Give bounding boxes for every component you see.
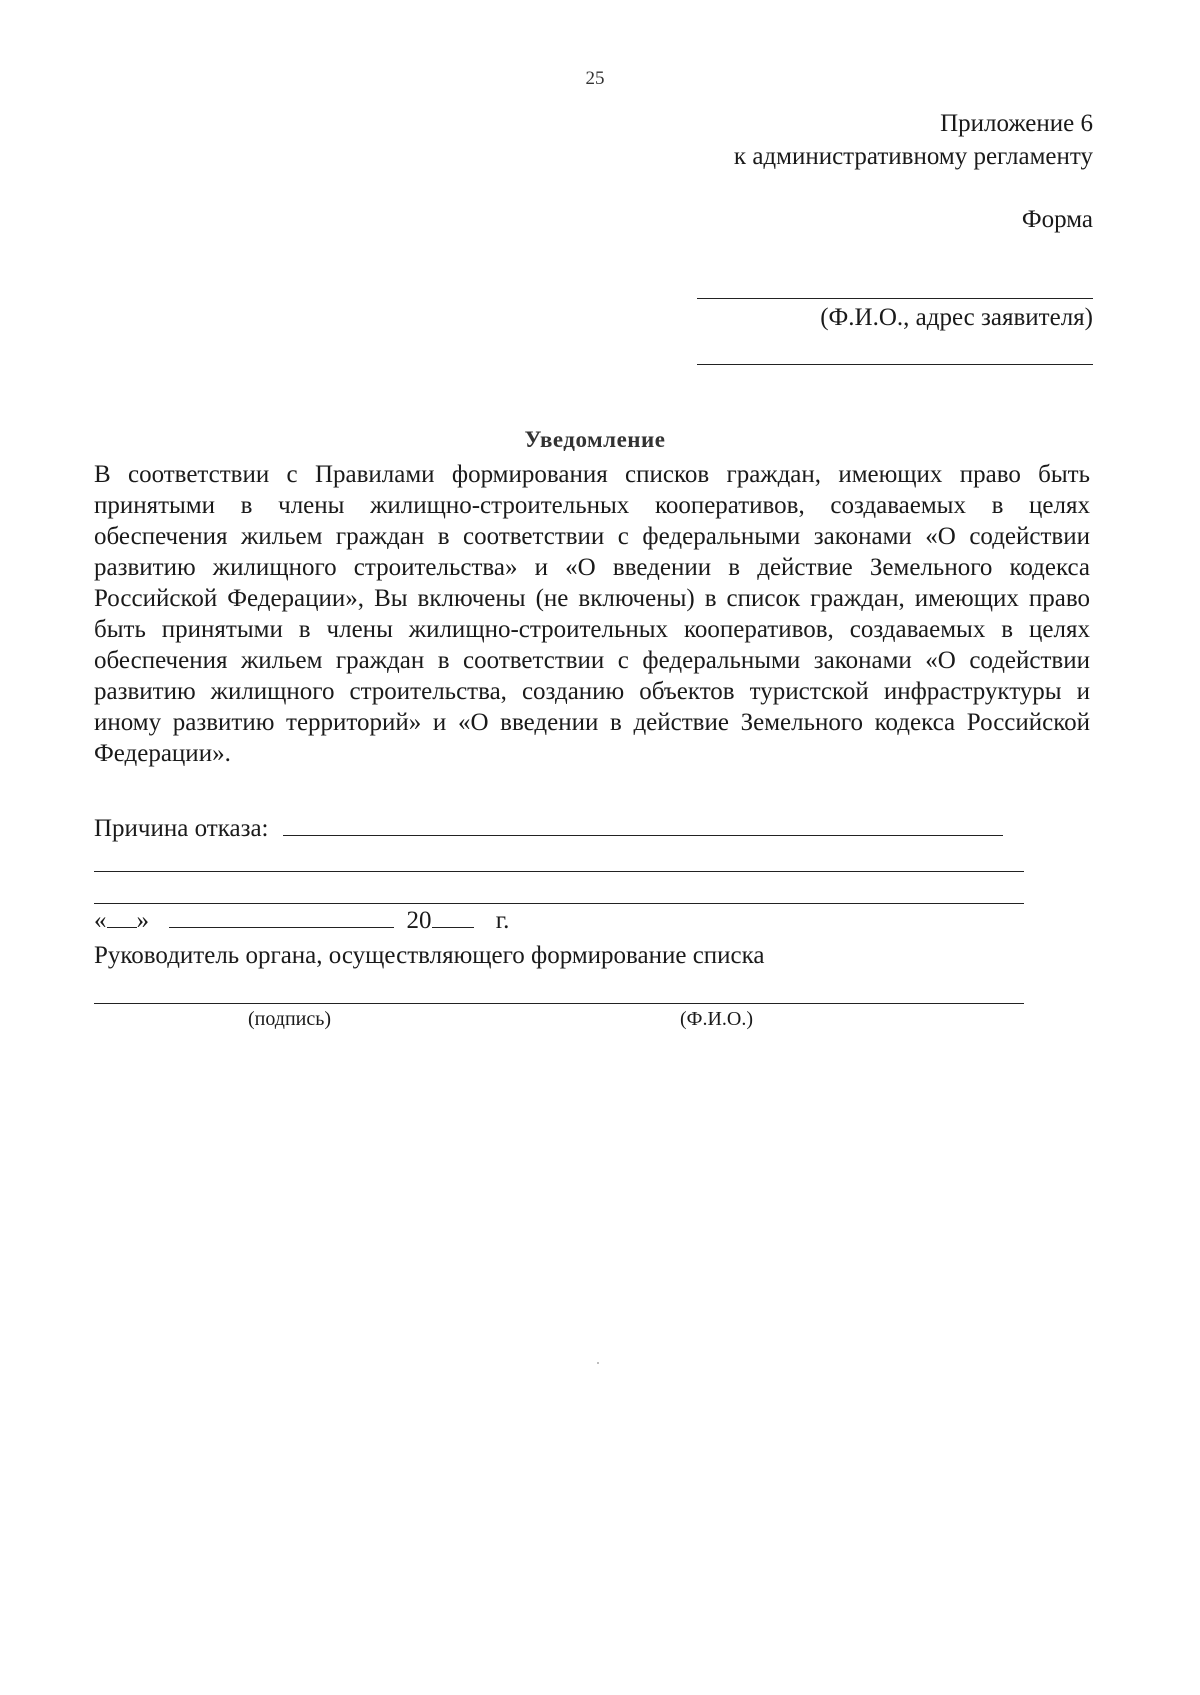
date-close-quote: » — [136, 907, 149, 934]
year-suffix: г. — [495, 907, 510, 934]
refusal-reason-line-3[interactable] — [94, 903, 1024, 904]
refusal-reason-line-2[interactable] — [94, 871, 1024, 872]
day-field[interactable] — [107, 905, 137, 928]
notice-body: В соответствии с Правилами формирования списков граждан, имеющих право быть принятыми в члены жилищно-строительных кооперативов, создаваемых в целях обеспечения жильем граждан в соответствии с федеральными законами «О содействии развитию жилищного строительства» и «О введении в действие Земельного кодекса Российской Федерации», Вы включены (не включены) в список граждан, имеющих право быть принятыми в члены жилищно-строительных кооперативов, создаваемых в целях обеспечения жильем граждан в соответствии с федеральными законами «О содействии развитию жилищного строительства, созданию объектов туристской инфраструктуры и иному развитию территорий» и «О введении в действие Земельного кодекса Российской Федерации». — [94, 461, 1090, 767]
applicant-caption: (Ф.И.О., адрес заявителя) — [820, 304, 1093, 331]
year-field[interactable] — [432, 905, 474, 928]
date-open-quote: « — [94, 907, 107, 934]
applicant-address-line[interactable] — [697, 364, 1093, 365]
date-row — [94, 905, 509, 935]
signature-line[interactable] — [94, 1003, 1024, 1004]
refusal-reason-label: Причина отказа: — [94, 815, 269, 842]
month-field[interactable] — [169, 905, 394, 928]
signature-caption: (подпись) — [248, 1008, 332, 1030]
page-number: 25 — [585, 68, 605, 89]
appendix-reference: к административному регламенту — [733, 143, 1093, 170]
refusal-reason-row — [94, 813, 1003, 843]
name-caption: (Ф.И.О.) — [680, 1008, 754, 1030]
head-label: Руководитель органа, осуществляющего формирование списка — [94, 942, 765, 969]
refusal-reason-field[interactable] — [283, 813, 1003, 836]
year-prefix: 20 — [406, 907, 432, 934]
form-label: Форма — [1021, 206, 1093, 233]
applicant-name-line[interactable] — [697, 298, 1093, 299]
scan-speck — [597, 1362, 599, 1364]
appendix-number: Приложение 6 — [940, 110, 1093, 137]
document-title: Уведомление — [524, 427, 666, 452]
